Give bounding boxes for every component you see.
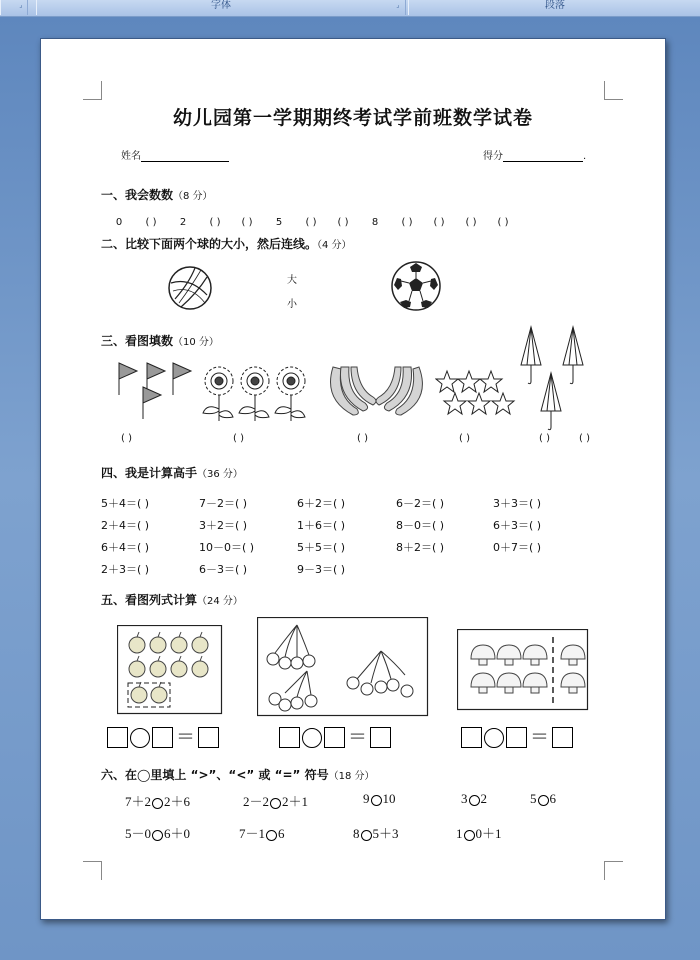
section-2-points: （4 分） [317, 240, 352, 251]
compare-right: 5＋3 [372, 826, 399, 841]
crop-mark-bottom-left [83, 861, 102, 880]
apples-picture [117, 625, 223, 715]
sequence-item: 0 [115, 217, 123, 228]
font-dialog-launcher-icon[interactable]: ⌟ [396, 1, 400, 9]
answer-box[interactable] [279, 727, 300, 748]
compare-left: 1 [456, 826, 463, 841]
calc-problem[interactable]: 2＋3＝( ) [101, 563, 150, 576]
ribbon-group-font-label: 字体 [211, 0, 231, 11]
compare-right: 2＋6 [164, 794, 191, 809]
calc-problem[interactable]: 6－3＝( ) [199, 563, 248, 576]
compare-right: 6＋0 [164, 826, 191, 841]
compare-circle[interactable] [469, 795, 480, 806]
compare-right: 10 [382, 791, 396, 806]
calc-problem[interactable]: 6－2＝( ) [396, 497, 445, 510]
blank-flags[interactable]: ( ) [121, 433, 132, 444]
sequence-item[interactable]: ( ) [401, 217, 413, 228]
calc-problem[interactable]: 5＋4＝( ) [101, 497, 150, 510]
compare-left: 9 [363, 791, 370, 806]
answer-box[interactable] [324, 727, 345, 748]
section-4-points: （36 分） [197, 469, 243, 480]
formula-1[interactable] [107, 727, 219, 748]
sequence-item: 5 [275, 217, 283, 228]
answer-box[interactable] [152, 727, 173, 748]
blank-stars[interactable]: ( ) [459, 433, 470, 444]
name-label: 姓名 [121, 151, 141, 162]
crop-mark-top-right [604, 81, 623, 100]
compare-left: 5 [530, 791, 537, 806]
blank-bananas[interactable]: ( ) [357, 433, 368, 444]
bananas-picture [323, 359, 433, 421]
calc-problem[interactable]: 6＋4＝( ) [101, 541, 150, 554]
section-5-points: （24 分） [197, 596, 243, 607]
compare-circle[interactable] [270, 798, 281, 809]
compare-left: 2－2 [243, 794, 270, 809]
sequence-item[interactable]: ( ) [497, 217, 509, 228]
ribbon-bar [0, 0, 700, 17]
answer-box[interactable] [370, 727, 391, 748]
compare-left: 8 [353, 826, 360, 841]
sunflowers-picture [201, 361, 311, 423]
calc-problem[interactable]: 9－3＝( ) [297, 563, 346, 576]
score-blank[interactable] [503, 150, 583, 162]
compare-circle[interactable] [361, 830, 372, 841]
ribbon-group-font[interactable] [36, 0, 406, 15]
compare-right: 2 [480, 791, 487, 806]
section-4-title: 四、我是计算高手 [101, 466, 198, 480]
formula-2[interactable] [279, 727, 391, 748]
umbrellas-picture [517, 325, 597, 445]
sequence-item: 2 [179, 217, 187, 228]
section-6-title: 六、在◯里填上 “>”、“<” 或 “=” 符号 [101, 768, 329, 782]
calc-problem[interactable]: 0＋7＝( ) [493, 541, 542, 554]
section-2-heading [101, 235, 352, 252]
calc-problem[interactable]: 3＋2＝( ) [199, 519, 248, 532]
crop-mark-top-left [83, 81, 102, 100]
compare-problem[interactable] [353, 823, 399, 842]
section-3-title: 三、看图填数 [101, 334, 174, 348]
page-title: 幼儿园第一学期期终考试学前班数学试卷 [172, 107, 533, 129]
equals-sign: ＝ [348, 726, 368, 748]
section-4-heading [101, 464, 243, 481]
stars-picture [435, 369, 517, 419]
section-1-points: （8 分） [173, 191, 213, 202]
sequence-item[interactable]: ( ) [305, 217, 317, 228]
sequence-item[interactable]: ( ) [209, 217, 221, 228]
name-blank[interactable] [141, 150, 229, 162]
compare-circle[interactable] [371, 795, 382, 806]
sequence-item[interactable]: ( ) [465, 217, 477, 228]
blank-sunflowers[interactable]: ( ) [233, 433, 244, 444]
equals-sign: ＝ [176, 726, 196, 748]
flags-picture [115, 359, 195, 421]
section-2-title: 二、比较下面两个球的大小，然后连线。 [101, 237, 318, 251]
answer-box[interactable] [552, 727, 573, 748]
operator-circle[interactable] [484, 728, 504, 748]
name-field[interactable] [121, 147, 229, 162]
calc-problem[interactable]: 2＋4＝( ) [101, 519, 150, 532]
compare-right: 6 [278, 826, 285, 841]
formula-3[interactable] [461, 727, 573, 748]
answer-box[interactable] [461, 727, 482, 748]
operator-circle[interactable] [130, 728, 150, 748]
calc-problem[interactable]: 7－2＝( ) [199, 497, 248, 510]
compare-problem[interactable] [456, 823, 502, 842]
equals-sign: ＝ [530, 726, 550, 748]
compare-problem[interactable] [243, 791, 308, 810]
section-1-heading [101, 186, 213, 203]
compare-problem[interactable] [461, 791, 487, 807]
compare-circle[interactable] [464, 830, 475, 841]
section-3-heading [101, 332, 219, 349]
number-sequence [103, 210, 519, 229]
soccer-ball-icon [390, 260, 442, 312]
ribbon-group-paragraph-label: 段落 [545, 0, 565, 11]
compare-left: 3 [461, 791, 468, 806]
compare-right: 2＋1 [282, 794, 309, 809]
section-1-title: 一、我会数数 [101, 188, 174, 202]
compare-circle[interactable] [538, 795, 549, 806]
sequence-item[interactable]: ( ) [337, 217, 349, 228]
compare-problem[interactable] [125, 791, 190, 810]
sequence-item: 8 [371, 217, 379, 228]
blank-umbrellas-a[interactable]: ( ) [539, 433, 550, 444]
sequence-item[interactable]: ( ) [241, 217, 253, 228]
compare-circle[interactable] [266, 830, 277, 841]
compare-left: 7＋2 [125, 794, 152, 809]
word-big: 大 [287, 275, 297, 286]
calc-problem[interactable]: 8－0＝( ) [396, 519, 445, 532]
compare-problem[interactable] [239, 823, 285, 842]
compare-left: 5－0 [125, 826, 152, 841]
ribbon-group-left[interactable] [0, 0, 28, 15]
document-page[interactable] [40, 38, 666, 920]
launcher-icon[interactable]: ⌟ [19, 1, 23, 9]
volleyball-icon [167, 265, 213, 311]
answer-box[interactable] [506, 727, 527, 748]
section-6-points: （18 分） [328, 771, 375, 782]
score-field[interactable] [483, 147, 586, 162]
compare-problem[interactable] [363, 791, 396, 807]
mushrooms-picture [457, 629, 589, 711]
operator-circle[interactable] [302, 728, 322, 748]
score-end: . [583, 151, 587, 162]
calc-problem[interactable]: 5＋5＝( ) [297, 541, 346, 554]
crop-mark-bottom-right [604, 861, 623, 880]
compare-problem[interactable] [530, 791, 556, 807]
score-label: 得分 [483, 151, 503, 162]
section-3-points: （10 分） [173, 337, 219, 348]
blank-umbrellas-b[interactable]: ( ) [579, 433, 590, 444]
section-6-heading [101, 766, 375, 783]
answer-box[interactable] [107, 727, 128, 748]
sequence-item[interactable]: ( ) [433, 217, 445, 228]
compare-right: 6 [549, 791, 556, 806]
calc-problem[interactable]: 1＋6＝( ) [297, 519, 346, 532]
compare-right: 0＋1 [475, 826, 502, 841]
section-5-title: 五、看图列式计算 [101, 593, 198, 607]
compare-circle[interactable] [152, 798, 163, 809]
calc-problem[interactable]: 3＋3＝( ) [493, 497, 542, 510]
word-small: 小 [287, 299, 297, 310]
calc-problem[interactable]: 8＋2＝( ) [396, 541, 445, 554]
sequence-item[interactable]: ( ) [145, 217, 157, 228]
calc-problem[interactable]: 10－0＝( ) [199, 541, 255, 554]
calc-problem[interactable]: 6＋3＝( ) [493, 519, 542, 532]
compare-problem[interactable] [125, 823, 190, 842]
ribbon-group-paragraph[interactable] [408, 0, 700, 15]
cherries-picture [257, 617, 429, 717]
section-5-heading [101, 591, 243, 608]
answer-box[interactable] [198, 727, 219, 748]
compare-left: 7－1 [239, 826, 266, 841]
calc-problem[interactable]: 6＋2＝( ) [297, 497, 346, 510]
compare-circle[interactable] [152, 830, 163, 841]
